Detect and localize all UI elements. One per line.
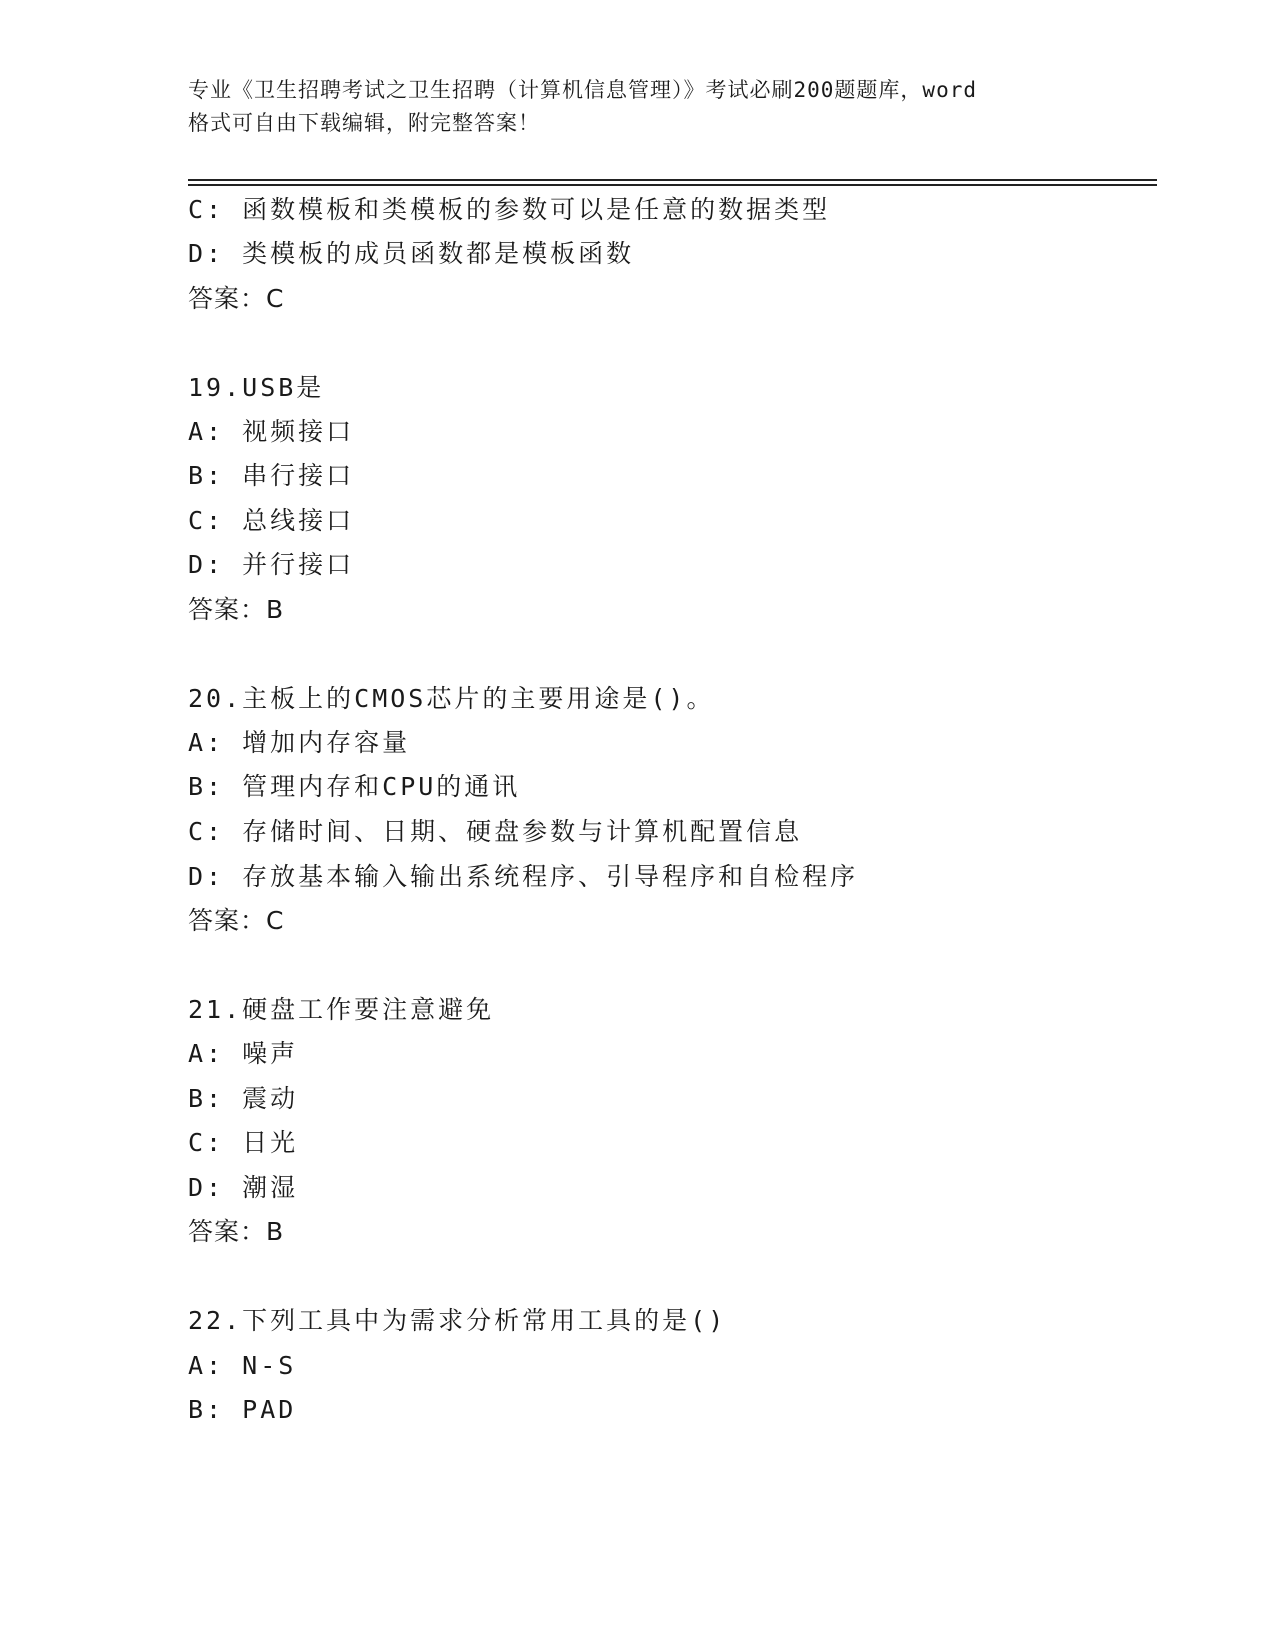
option-line: B: 震动 <box>188 1084 299 1113</box>
option-line: D: 潮湿 <box>188 1173 299 1202</box>
answer-line: 答案：B <box>188 1217 285 1246</box>
option-line: B: 串行接口 <box>188 461 355 490</box>
question-title: 21.硬盘工作要注意避免 <box>188 995 495 1024</box>
header-line-1: 专业《卫生招聘考试之卫生招聘（计算机信息管理）》考试必刷200题题库，word <box>188 78 977 102</box>
option-line: B: PAD <box>188 1395 297 1424</box>
option-line: D: 类模板的成员函数都是模板函数 <box>188 239 635 268</box>
option-line: A: N-S <box>188 1351 297 1380</box>
option-line: C: 日光 <box>188 1128 299 1157</box>
header-divider-top <box>188 179 1157 181</box>
option-line: C: 存储时间、日期、硬盘参数与计算机配置信息 <box>188 817 803 846</box>
option-line: D: 并行接口 <box>188 550 355 579</box>
option-line: D: 存放基本输入输出系统程序、引导程序和自检程序 <box>188 862 859 891</box>
question-title: 20.主板上的CMOS芯片的主要用途是()。 <box>188 684 715 713</box>
answer-line: 答案：B <box>188 595 285 624</box>
question-title: 22.下列工具中为需求分析常用工具的是() <box>188 1306 727 1335</box>
answer-line: 答案：C <box>188 906 285 935</box>
option-line: C: 总线接口 <box>188 506 355 535</box>
option-line: A: 视频接口 <box>188 417 355 446</box>
option-line: A: 增加内存容量 <box>188 728 411 757</box>
document-header <box>188 74 1108 140</box>
option-line: C: 函数模板和类模板的参数可以是任意的数据类型 <box>188 195 831 224</box>
header-line-2: 格式可自由下载编辑，附完整答案！ <box>188 111 540 135</box>
option-line: B: 管理内存和CPU的通讯 <box>188 772 521 801</box>
answer-line: 答案：C <box>188 284 285 313</box>
option-line: A: 噪声 <box>188 1039 299 1068</box>
question-title: 19.USB是 <box>188 373 325 402</box>
header-divider-bottom <box>188 184 1157 186</box>
